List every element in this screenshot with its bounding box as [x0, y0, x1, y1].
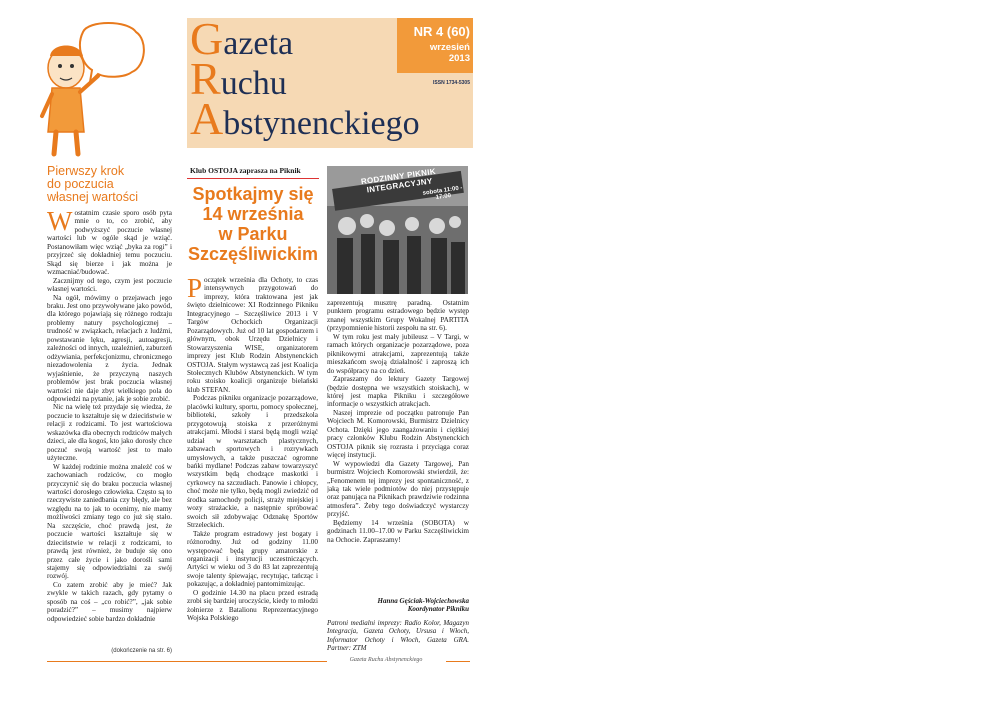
- paragraph: Naszej imprezie od początku patronuje Pan Wojciech M. Komorowski, Burmistrz Dzielnicy Ochota. Dzięki jego zaangażowaniu i ciężkiej pracy członków Klubu Rodzin Abstynenckich OSTOJA piknik się rozrasta i przyciąga coraz więcej instytucji.: [327, 408, 469, 460]
- kicker-rule: [187, 178, 319, 179]
- paragraph: zaprezentują musztrę paradną. Ostatnim punktem programu estradowego będzie występ znanej wszystkim Grupy Wokalnej PARTITA (przypomnienie historii zespołu na str. 6).: [327, 299, 469, 333]
- paragraph: Będziemy 14 września (SOBOTA) w godzinach 11.00–17.00 w Parku Szczęśliwickim na Ochocie. Zapraszamy!: [327, 518, 469, 544]
- photo-banner-text: RODZINNY PIKNIK INTEGRACYJNY: [360, 166, 437, 195]
- title-initial: R: [190, 53, 221, 104]
- paragraph: O godzinie 14.30 na placu przed estradą zrobi się bardziej uroczyście, kiedy to młodzi żołnierze z Batalionu Reprezentacyjnego Wojska Polskiego: [187, 588, 318, 623]
- paragraph: Co zatem zrobić aby je mieć? Jak zwykle w takich razach, gdy pytamy o sposób na coś – „co robić?”, „jak sobie poradzić?” – musimy najpierw odpowiedzieć sobie bardzo dokładnie: [47, 580, 172, 623]
- headline-line: w Parku: [218, 224, 288, 244]
- title-rest: azeta: [223, 25, 294, 62]
- paragraph: [187, 276, 318, 394]
- issn: ISSN 1734-5305: [433, 80, 470, 86]
- heading-line: Pierwszy krok: [47, 164, 125, 178]
- paragraph-text: ostatnim czasie sporo osób pyta mnie o to, co zrobić, aby podwyższyć poczucie własnej wartości lub w ogóle skąd je wziąć. Postanowiłam więc wziąć „byka za rogi” i przyjrzeć się dokładniej temu poczuciu. Skąd się bierze i jak można je wzmacniać/budować.: [47, 209, 172, 277]
- article-kicker: Klub OSTOJA zaprasza na Piknik: [190, 166, 301, 175]
- continued-note: (dokończenie na str. 6): [111, 648, 172, 654]
- paragraph-text: oczątek września dla Ochoty, to czas intensywnych przygotowań do imprezy, która traktowana jest jak święto dzielnicowe: XI Rodzinnego Pikniku Integracyjnego – Szczęśliwice 2013 i V Targów Ochockich Organizacji Pozarządowych. Już od 10 lat gospodarzem i głównym, obok Urzędu Dzielnicy i Stowarzyszenia WISE, organizatorem imprezy jest Klub Rodzin Abstynenckich OSTOJA. Stałym wystawcą zaś jest Koalicja Stołecznych Klubów Abstynenckich. W tym roku stoisko koalicji organizuje bielański klub STEFAN.: [187, 276, 318, 394]
- issue-number: NR 4 (60): [413, 24, 470, 39]
- footer-publication-name: Gazeta Ruchu Abstynenckiego: [349, 657, 423, 663]
- title-rest: uchu: [220, 65, 287, 102]
- title-initial: G: [190, 13, 224, 64]
- paragraph: Także program estradowy jest bogaty i różnorodny. Już od godziny 11.00 występować będą grupy amatorskie z organizacji i instytucji uczestniczących. Artyści w wieku od 3 do 83 lat zaprezentują swoje talenty śpiewając, recytując, tańcząc i pokazując, a dokładniej pantomimizując.: [187, 529, 318, 589]
- issue-year: 2013: [448, 53, 470, 64]
- issue-date: [400, 42, 470, 64]
- media-patrons: Patroni medialni imprezy: Radio Kolor, Magazyn Integracja, Gazeta Ochoty, Ursusa i Włoch, Informator Ochoty i Włoch, Gazeta GRA. Partner: ZTM: [327, 619, 469, 653]
- article-headline: [187, 184, 319, 264]
- issue-month: wrzesień: [429, 42, 470, 53]
- paragraph: Nic na wielę też przydaje się wiedza, że poczucie to kształtuje się w dzieciństwie w relacji z rodzicami. To jest wartościowa wskazówka dla obecnych rodziców małych dzieci, ale dla kogoś, kto jako dorosły chce poczuć swoją wartość jest to mało użyteczne.: [47, 403, 172, 463]
- paragraph: Na ogół, mówimy o przejawach jego braku. Jest ono przywoływane jako powód, dla którego pojawiają się różnego rodzaju problemy natury psychologicznej – trudność w związkach, relacjach z ludźmi, powstawanie lęku, agresji, autoagresji, zależności od innych, uzależnień, zaburzeń odżywiania, perfekcjonizmu, chronicznego niezadowolenia z życia. Jednak wyjaśnienie, że przyczyną naszych problemów jest brak poczucia własnej wartości nie daje zbyt wielkiego pola do odpowiedzi na pytanie, jak je sobie zrobić.: [47, 293, 172, 403]
- title-rest: bstynenckiego: [223, 105, 420, 142]
- title-initial: A: [190, 93, 224, 144]
- middle-article-body: [187, 276, 318, 666]
- heading-line: do poczucia: [47, 177, 114, 191]
- mascot-illustration: [28, 20, 148, 160]
- paragraph: Podczas pikniku organizacje pozarządowe, placówki kultury, sportu, pomocy społecznej, biblioteki, szkoły i przedszkola przygotowują stoiska z przeróżnymi atrakcjami. Młodsi i starsi będą mogli wziąć udział w warsztatach plastycznych, zabawach sportowych i rozrywkach umysłowych, a także puszczać ogromne bańki mydlane! Podczas zabaw towarzyszyć wszystkim będą chodzące maskotki i cyrkowcy na szczudłach. Panowie i chłopcy, choć może nie tylko, będą mogli zwiedzić od środka samochody policji, straży miejskiej i wozy strażackie, a następnie spróbować swoich sił zdobywając Odznakę Sportów Strzeleckich.: [187, 394, 318, 530]
- right-article-body: [327, 299, 469, 599]
- headline-line: Spotkajmy się: [192, 184, 314, 204]
- dropcap: P: [187, 276, 203, 303]
- left-article-body: [47, 209, 172, 649]
- headline-line: 14 września: [202, 204, 304, 224]
- signature-name: Hanna Gęściak-Wojciechowska: [377, 597, 469, 605]
- heading-line: własnej wartości: [47, 190, 139, 204]
- paragraph: Zapraszamy do lektury Gazety Targowej (będzie dostępna we wszystkich stoiskach), w której jest mapka Pikniku i szczegółowe informacje o wszystkich atrakcjach.: [327, 375, 469, 409]
- headline-line: Szczęśliwickim: [187, 244, 319, 264]
- footer-rule: [47, 661, 327, 662]
- paragraph: W każdej rodzinie można znaleźć coś w zachowaniach rodziców, co mogło przyczynić się do braku poczucia własnej wartości dorosłego człowieka. Często są to rzeczywiste zaniedbania czy błędy, ale bez względu na to jak to ocenimy, nie mamy możliwości zmiany tego co już się stało. Na szczęście, choć prawdą jest, że poczucie wartości kształtuje się w dzieciństwie w relacji z rodzicami, to prawdą jest również, że buduje się ono przez całe życie i jako dorośli sami stajemy się odpowiedzialni za swój rozwój.: [47, 462, 172, 581]
- masthead-title-line-3: [190, 93, 420, 144]
- left-article-heading: [47, 165, 167, 204]
- paragraph: W wypowiedzi dla Gazety Targowej, Pan burmistrz Wojciech Komorowski stwierdził, że: „Fenomenem tej imprezy jest spontaniczność, z jaką tak wiele podmiotów do niej przystępuje oraz panująca na Piknikach prawdziwie rodzinna atmosfera”. Żeby tego doświadczyć wystarczy przyjść.: [327, 459, 469, 519]
- footer-rule: [446, 661, 470, 662]
- photo-banner-subtext: sobota 11:00 - 17:00: [422, 185, 463, 202]
- paragraph: [47, 209, 172, 277]
- dropcap: W: [47, 209, 73, 236]
- paragraph: W tym roku jest mały jubileusz – V Targi, w ramach których organizacje pozarządowe, poza piknikowymi atrakcjami, zaprezentują także mieszkańcom swoją działalność i zaproszą ich do współpracy na co dzień.: [327, 332, 469, 375]
- signature-role: Koordynator Pikniku: [407, 605, 469, 614]
- paragraph: Zacznijmy od tego, czym jest poczucie własnej wartości.: [47, 276, 172, 294]
- article-signature: [327, 597, 469, 614]
